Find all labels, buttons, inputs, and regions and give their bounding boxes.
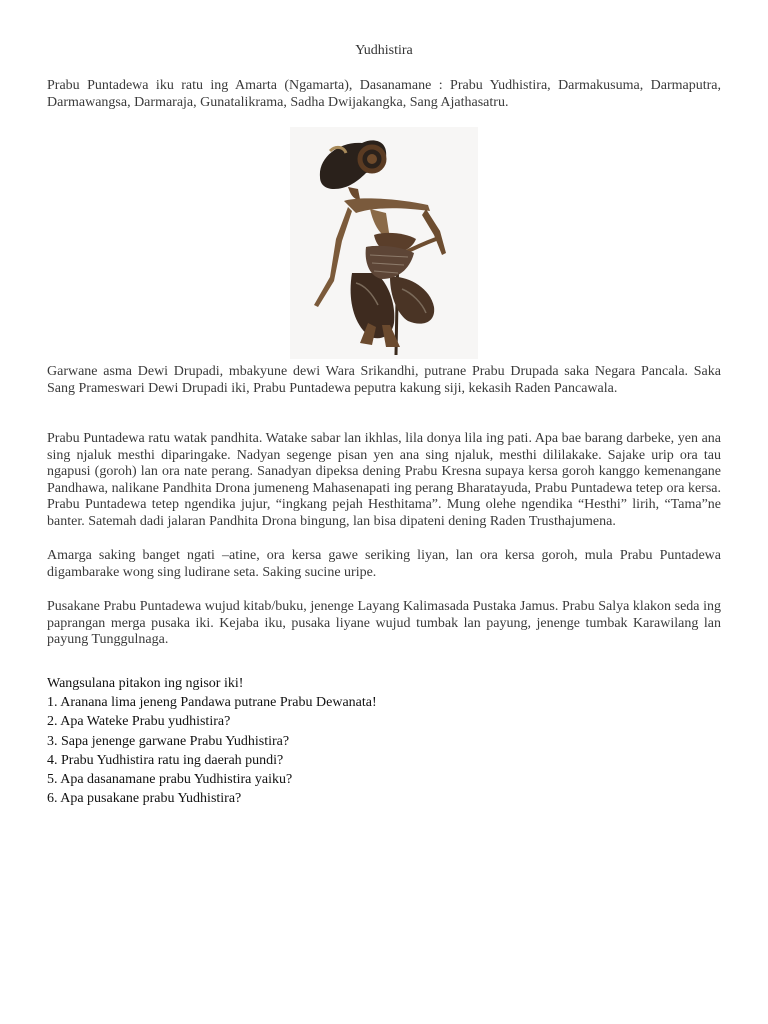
question-item: 3. Sapa jenenge garwane Prabu Yudhistira? — [47, 733, 290, 749]
question-item: 4. Prabu Yudhistira ratu ing daerah pundi? — [47, 752, 284, 768]
question-item: 5. Apa dasanamane prabu Yudhistira yaiku? — [47, 772, 293, 788]
paragraph-purity: Amarga saking banget ngati –atine, ora kersa gawe seriking liyan, lan ora kersa goroh, mula Prabu Puntadewa digambarake wong sing ludirane seta. Saking sucine uripe. — [47, 548, 721, 580]
question-item: 2. Apa Wateke Prabu yudhistira? — [47, 714, 231, 730]
question-item: 1. Aranana lima jeneng Pandawa putrane Prabu Dewanata! — [47, 695, 377, 711]
wayang-puppet-icon — [290, 127, 478, 359]
paragraph-names: Prabu Puntadewa iku ratu ing Amarta (Ngamarta), Dasanamane : Prabu Yudhistira, Darmakusuma, Darmaputra, Darmawangsa, Darmaraja, Gunatalikrama, Sadha Dwijakangka, Sang Ajathasatru. — [47, 78, 721, 110]
questions-section — [47, 674, 727, 808]
paragraph-character: Prabu Puntadewa ratu watak pandhita. Watake sabar lan ikhlas, lila donya lila ing pati. Apa bae barang darbeke, yen ana sing njaluk mesthi diparingake. Nadyan segenge pisan yen ana sing njaluk, mesthi dililakake. Sajake urip ora tau ngapusi (goroh) lan ora nate perang. Sanadyan dipeksa dening Prabu Kresna supaya kersa goroh kanggo kemenangane Pandhawa, nalikane Pandhita Drona jumeneng Mahasenapati ing perang Bharatayuda, Prabu Puntadewa tetep ora kersa. Prabu Puntadewa tetep ngendika jujur, “ingkang pejah Hesthitama”. Mung olehe ngendika “Hesthi” lirih, “Tama”ne banter. Satemah dadi jalaran Pandhita Drona bingung, lan bisa dipateni dening Raden Trusthajumena. — [47, 431, 721, 529]
questions-intro: Wangsulana pitakon ing ngisor iki! — [47, 676, 244, 691]
question-item: 6. Apa pusakane prabu Yudhistira? — [47, 791, 242, 807]
document-title: Yudhistira — [355, 43, 413, 58]
paragraph-heirlooms: Pusakane Prabu Puntadewa wujud kitab/buku, jenenge Layang Kalimasada Pustaka Jamus. Prabu Salya klakon seda ing paprangan merga pusaka iki. Kejaba iku, pusaka liyane wujud tumbak lan payung, jenenge tumbak Karawilang lan payung Tunggulnaga. — [47, 599, 721, 648]
wayang-puppet-image — [290, 127, 478, 359]
paragraph-wife: Garwane asma Dewi Drupadi, mbakyune dewi Wara Srikandhi, putrane Prabu Drupada saka Negara Pancala. Saka Sang Prameswari Dewi Drupadi iki, Prabu Puntadewa peputra kakung siji, kekasih Raden Pancawala. — [47, 364, 721, 396]
